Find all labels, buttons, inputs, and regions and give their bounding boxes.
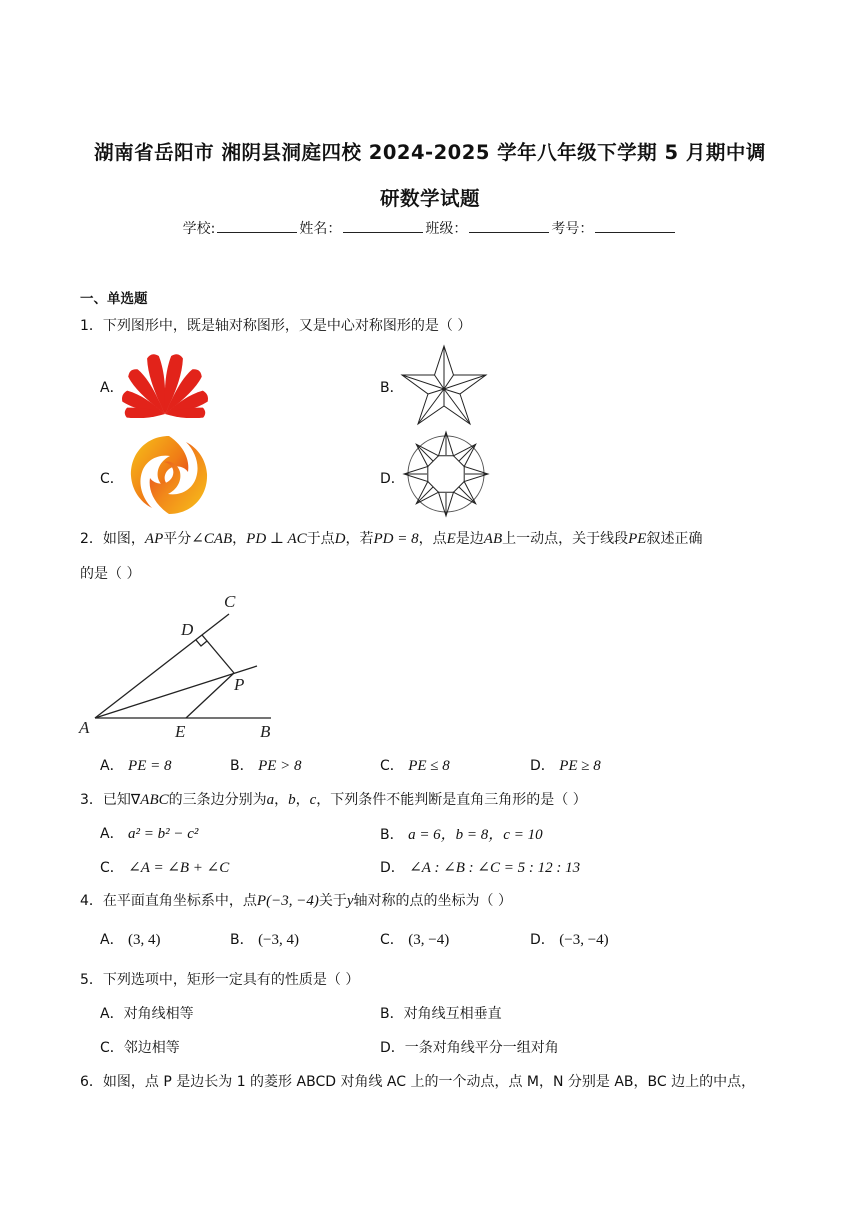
- q2-text: 上一动点，关于线段: [502, 531, 629, 547]
- fig-label-e: E: [175, 722, 186, 740]
- option-label: A．: [100, 932, 124, 948]
- q4-option-b[interactable]: [230, 929, 299, 949]
- q3-option-a[interactable]: [100, 823, 198, 843]
- option-label: A．: [100, 826, 124, 842]
- q1-option-b-label[interactable]: B．: [380, 380, 404, 396]
- q5-option-c[interactable]: C．邻边相等: [100, 1040, 180, 1056]
- q3-option-d[interactable]: [380, 857, 580, 877]
- q2-stem-line1: [80, 528, 702, 548]
- q5-stem: 5．下列选项中，矩形一定具有的性质是（ ）: [80, 972, 360, 988]
- q4-math-point: P(−3, −4): [256, 893, 319, 909]
- option-label: D．: [530, 932, 555, 948]
- q2-text: 是边: [455, 531, 484, 547]
- page-title: 湖南省岳阳市 湘阴县洞庭四校 2024-2025 学年八年级下学期 5 月期中调: [94, 141, 766, 164]
- school-field[interactable]: [217, 220, 297, 233]
- q1-option-a-label[interactable]: A．: [100, 380, 124, 396]
- option-label: B．: [230, 932, 254, 948]
- option-math: ∠A = ∠B + ∠C: [128, 860, 230, 876]
- q2-text: ，: [232, 531, 247, 547]
- q4-text: 轴对称的点的坐标为（ ）: [353, 893, 512, 909]
- option-math: PE ≥ 8: [559, 758, 601, 774]
- five-point-star-icon: [400, 344, 488, 426]
- q3-text: ，下列条件不能判断是直角三角形的是（ ）: [316, 792, 587, 808]
- option-label: B．: [230, 758, 254, 774]
- q2-math-e: E: [446, 531, 456, 547]
- q2-stem-line2: 的是（ ）: [80, 566, 141, 582]
- option-math: (−3, −4): [559, 932, 609, 948]
- class-field[interactable]: [469, 220, 549, 233]
- option-math: PE ≤ 8: [408, 758, 450, 774]
- q4-text: 4．在平面直角坐标系中，点: [80, 893, 257, 909]
- q1-option-c-label[interactable]: C．: [100, 471, 124, 487]
- option-math: a² = b² − c²: [128, 826, 199, 842]
- q2-text: 平分: [163, 531, 192, 547]
- q2-text: ，若: [345, 531, 374, 547]
- q4-option-c[interactable]: [380, 929, 449, 949]
- q6-stem: 6．如图，点 P 是边长为 1 的菱形 ABCD 对角线 AC 上的一个动点，点 M，N 分别是 AB，BC 边上的中点，: [80, 1074, 756, 1090]
- q2-option-b[interactable]: [230, 755, 302, 775]
- name-label: 姓名：: [299, 221, 342, 237]
- q2-math-perp: PD ⊥ AC: [246, 531, 307, 547]
- q5-option-d[interactable]: D．一条对角线平分一组对角: [380, 1040, 559, 1056]
- q2-math-ap: AP: [144, 531, 164, 547]
- q4-option-d[interactable]: [530, 929, 609, 949]
- q2-text: 于点: [306, 531, 335, 547]
- option-math: a = 6，b = 8，c = 10: [408, 827, 543, 843]
- q2-text: ，点: [418, 531, 447, 547]
- q2-text: 2．如图，: [80, 531, 145, 547]
- option-math: (3, 4): [128, 932, 161, 948]
- q4-option-a[interactable]: [100, 929, 161, 949]
- q3-math-c: c: [309, 792, 317, 808]
- q3-text: ，: [274, 792, 289, 808]
- q2-geometry-figure: [75, 590, 285, 740]
- phoenix-swirl-logo-icon: [128, 434, 210, 516]
- q2-math-pd: PD = 8: [373, 531, 419, 547]
- option-label: C．: [100, 860, 124, 876]
- page-title-line2: 研数学试题: [379, 187, 480, 210]
- q2-option-c[interactable]: [380, 755, 450, 775]
- option-label: B．: [380, 827, 404, 843]
- exam-no-field[interactable]: [595, 220, 675, 233]
- q3-text: ，: [295, 792, 310, 808]
- q2-math-d: D: [334, 531, 346, 547]
- option-label: C．: [380, 932, 404, 948]
- fig-label-d: D: [181, 620, 194, 639]
- q2-math-ab: AB: [483, 531, 503, 547]
- name-field[interactable]: [343, 220, 423, 233]
- q4-math-y: y: [346, 893, 354, 909]
- school-label: 学校:: [182, 221, 216, 237]
- q3-option-b[interactable]: [380, 823, 543, 844]
- q5-option-a[interactable]: A．对角线相等: [100, 1006, 194, 1022]
- fig-label-a: A: [79, 718, 90, 737]
- q1-stem: 1．下列图形中，既是轴对称图形，又是中心对称图形的是（ ）: [80, 318, 472, 334]
- q3-stem: [80, 789, 587, 809]
- q2-math-pe: PE: [628, 531, 647, 547]
- q2-option-d[interactable]: [530, 755, 601, 775]
- q3-math-abc: ABC: [140, 792, 169, 808]
- fig-label-p: P: [234, 675, 245, 694]
- option-label: D．: [530, 758, 555, 774]
- q3-option-c[interactable]: [100, 857, 229, 877]
- student-info-row: [0, 218, 860, 238]
- option-label: D．: [380, 860, 405, 876]
- option-math: (3, −4): [408, 932, 450, 948]
- q4-stem: [80, 890, 512, 910]
- q3-math-b: b: [288, 792, 296, 808]
- eight-point-star-icon: [402, 430, 490, 518]
- option-label: A．: [100, 758, 124, 774]
- option-math: ∠A : ∠B : ∠C = 5 : 12 : 13: [409, 860, 581, 876]
- option-math: PE = 8: [128, 758, 172, 774]
- q2-option-a[interactable]: [100, 755, 171, 775]
- q5-option-b[interactable]: B．对角线互相垂直: [380, 1006, 502, 1022]
- q3-math-a: a: [266, 792, 275, 808]
- option-math: (−3, 4): [258, 932, 300, 948]
- q1-option-d-label[interactable]: D．: [380, 471, 405, 487]
- huawei-logo-icon: [122, 348, 208, 418]
- exam-no-label: 考号：: [551, 221, 594, 237]
- fig-label-b: B: [260, 722, 271, 740]
- q3-text: 3．已知∇: [80, 792, 141, 808]
- option-label: C．: [380, 758, 404, 774]
- fig-label-c: C: [224, 592, 236, 611]
- q2-text: 叙述正确: [646, 531, 703, 547]
- q3-text: 的三条边分别为: [168, 792, 267, 808]
- section-title: 一、单选题: [80, 291, 148, 307]
- option-math: PE > 8: [258, 758, 302, 774]
- q4-text: 关于: [318, 893, 347, 909]
- class-label: 班级：: [425, 221, 468, 237]
- q2-math-angle: ∠CAB: [191, 531, 233, 547]
